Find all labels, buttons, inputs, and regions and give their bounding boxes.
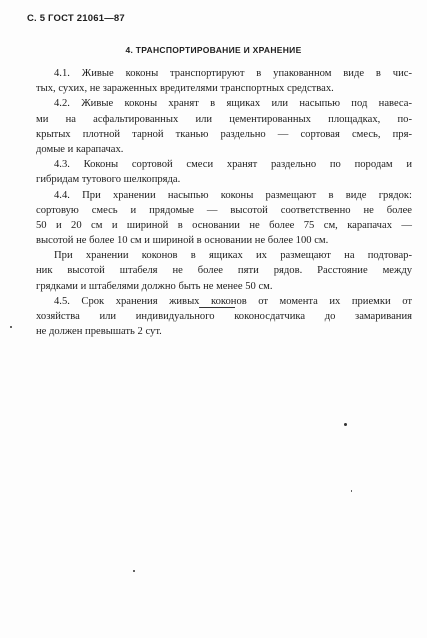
text-line: 4.3. Коконы сортовой смеси хранят раздельно по породам и — [54, 159, 412, 171]
scan-speck — [351, 490, 352, 492]
text-line: 4.4. При хранении насыпью коконы размещают в виде грядок: — [54, 189, 412, 201]
section-body — [36, 66, 412, 339]
scan-speck — [10, 326, 12, 328]
text-line: 4.1. Живые коконы транспортируют в упакованном виде в чис- — [54, 68, 412, 79]
text-line: При хранении коконов в ящиках их размещают на подтовар- — [54, 250, 412, 262]
text-line: домые и карапачах. — [36, 143, 124, 155]
section-title: 4. ТРАНСПОРТИРОВАНИЕ И ХРАНЕНИЕ — [125, 45, 302, 55]
text-line: не должен превышать 2 сут. — [36, 326, 162, 338]
text-line: крытых плотной тарной тканью раздельно — сортовая смесь, пря- — [36, 128, 412, 140]
end-rule — [199, 307, 235, 308]
text-line: высотой не более 10 см и шириной в основании не более 100 см. — [36, 235, 329, 247]
scan-speck — [344, 423, 347, 426]
text-line: 4.2. Живые коконы хранят в ящиках или насыпью под навеса- — [54, 98, 412, 110]
text-line: грядками и штабелями должно быть не менее 50 см. — [36, 280, 273, 292]
page-header: С. 5 ГОСТ 21061—87 — [27, 13, 125, 24]
text-line: ми на асфальтированных или цементированных площадках, по- — [36, 113, 412, 125]
text-line: 4.5. Срок хранения живых коконов от момента их приемки от — [54, 295, 412, 307]
text-line: гибридам тутового шелкопряда. — [36, 174, 181, 186]
text-line: хозяйства или индивидуального коконосдатчика до замаривания — [36, 311, 412, 322]
scan-speck — [133, 570, 135, 572]
text-line: ник высотой штабеля не более пяти рядов. Расстояние между — [36, 265, 412, 277]
text-line: 50 и 20 см и шириной в основании не более 75 см, карапачах — — [36, 219, 412, 231]
text-line: тых, сухих, не зараженных вредителями транспортных средствах. — [36, 83, 334, 95]
text-line: сортовую смесь и прядомые — высотой соответственно не более — [36, 204, 412, 216]
